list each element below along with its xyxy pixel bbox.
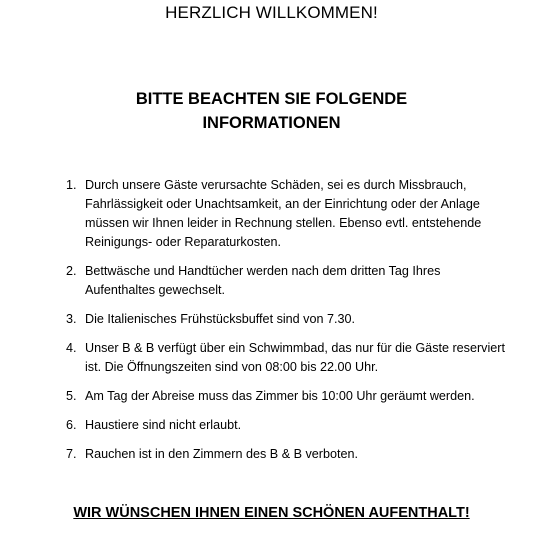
notice-heading-line-2: INFORMATIONEN <box>202 114 341 132</box>
closing-message: WIR WÜNSCHEN IHNEN EINEN SCHÖNEN AUFENTHALT! <box>73 505 470 521</box>
rule-text: Rauchen ist in den Zimmern des B & B verboten. <box>85 447 358 461</box>
notice-heading <box>0 87 543 135</box>
rule-number: 5. <box>66 389 77 403</box>
rule-item <box>66 339 506 377</box>
rule-text: Die Italienisches Frühstücksbuffet sind von 7.30. <box>85 312 355 326</box>
rule-number: 3. <box>66 312 77 326</box>
rule-item <box>66 416 506 435</box>
rule-number: 2. <box>66 264 77 278</box>
rule-text: Unser B & B verfügt über ein Schwimmbad, das nur für die Gäste reserviert ist. Die Öffnungszeiten sind von 08:00 bis 22.00 Uhr. <box>85 341 505 374</box>
rule-item <box>66 176 506 252</box>
rule-item <box>66 262 506 300</box>
rules-list <box>66 176 506 474</box>
rule-text: Bettwäsche und Handtücher werden nach dem dritten Tag Ihres Aufenthaltes gewechselt. <box>85 264 441 297</box>
rule-item <box>66 387 506 406</box>
notice-heading-line-1: BITTE BEACHTEN SIE FOLGENDE <box>135 90 408 108</box>
rule-number: 6. <box>66 418 77 432</box>
rule-text: Durch unsere Gäste verursachte Schäden, sei es durch Missbrauch, Fahrlässigkeit oder Unachtsamkeit, an der Einrichtung oder der Anlage müssen wir Ihnen leider in Rechnung stellen. Ebenso evtl. entstehende Reinigungs- oder Reparaturkosten. <box>85 178 482 249</box>
rule-item <box>66 310 506 329</box>
rule-number: 1. <box>66 178 77 192</box>
rule-item <box>66 445 506 464</box>
welcome-title: HERZLICH WILLKOMMEN! <box>165 3 378 22</box>
rule-text: Haustiere sind nicht erlaubt. <box>85 418 242 432</box>
rule-number: 7. <box>66 447 77 461</box>
rule-number: 4. <box>66 341 77 355</box>
rule-text: Am Tag der Abreise muss das Zimmer bis 10:00 Uhr geräumt werden. <box>85 389 475 403</box>
